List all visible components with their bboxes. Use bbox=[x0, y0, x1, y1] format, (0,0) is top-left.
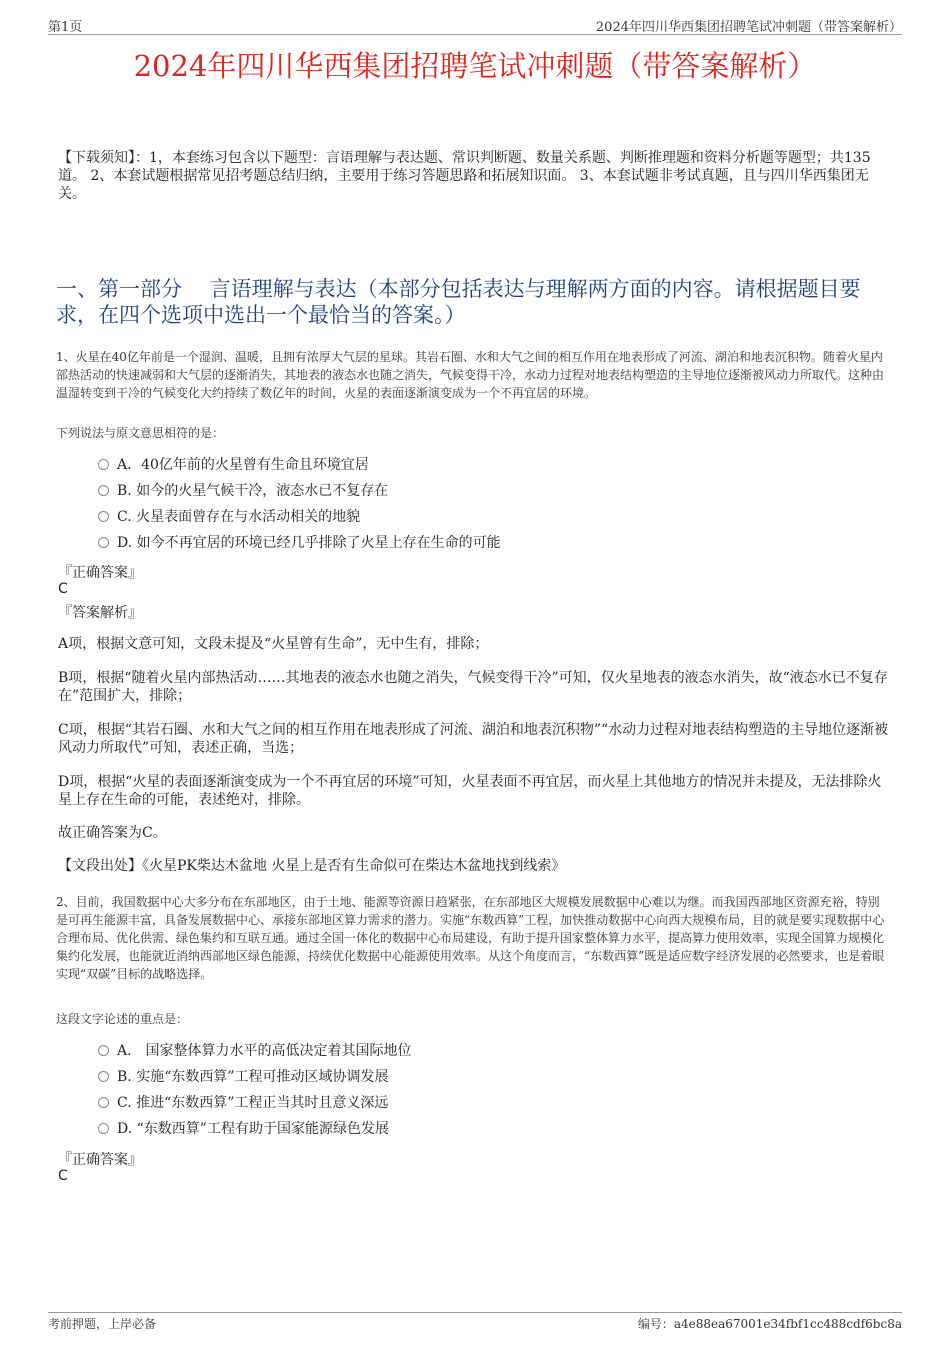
q1-prompt: 下列说法与原文意思相符的是： bbox=[56, 426, 225, 440]
download-notice: 【下载须知】：1，本套练习包含以下题型：言语理解与表达题、常识判断题、数量关系题、判断推理题和资料分析题等题型；共135道。 2、本套试题根据常见招考题总结归纳，主要用于练习答题思路和拓展知识面。 3、本套试题非考试真题，且与四川华西集团无关。 bbox=[58, 150, 871, 202]
q2-prompt: 这段文字论述的重点是： bbox=[56, 1012, 189, 1026]
q1-analysis-d: D项，根据“火星的表面逐渐演变成为一个不再宜居的环境”可知，火星表面不再宜居，而火星上其他地方的情况并未提及，无法排除火星上存在生命的可能，表述绝对，排除。 bbox=[58, 774, 882, 808]
section-heading: 一、第一部分 言语理解与表达（本部分包括表达与理解两方面的内容。请根据题目要求，在四个选项中选出一个最恰当的答案。） bbox=[56, 277, 861, 327]
radio-icon[interactable] bbox=[98, 485, 109, 496]
radio-icon[interactable] bbox=[98, 511, 109, 522]
q2-passage: 2、目前，我国数据中心大多分布在东部地区，由于土地、能源等资源日趋紧张，在东部地区大规模发展数据中心难以为继。而我国西部地区资源充裕，特别是可再生能源丰富，具备发展数据中心、承接东部地区算力需求的潜力。实施“东数西算”工程，加快推动数据中心向西大规模布局，目的就是要实现数据中心合理布局、优化供需、绿色集约和互联互通。通过全国一体化的数据中心布局建设，有助于提升国家整体算力水平，提高算力使用效率，实现全国算力规模化集约化发展，也能就近消纳西部地区绿色能源，持续优化数据中心能源使用效率。从这个角度而言，“东数西算”既是适应数字经济发展的必然要求，也是着眼实现“双碳”目标的战略选择。 bbox=[56, 895, 885, 981]
footer-doc-id: 编号：a4e88ea67001e34fbf1cc488cdf6bc8a bbox=[637, 1317, 902, 1331]
q1-conclusion: 故正确答案为C。 bbox=[58, 825, 167, 841]
q1-option-d[interactable]: D. 如今不再宜居的环境已经几乎排除了火星上存在生命的可能 bbox=[98, 533, 501, 553]
q1-option-b[interactable]: B. 如今的火星气候干冷，液态水已不复存在 bbox=[98, 481, 388, 501]
page-number: 第1页 bbox=[48, 20, 83, 35]
q1-analysis-c: C项，根据“其岩石圈、水和大气之间的相互作用在地表形成了河流、湖泊和地表沉积物”“水动力过程对地表结构塑造的主导地位逐渐被风动力所取代”可知，表述正确，当选； bbox=[58, 722, 889, 756]
radio-icon[interactable] bbox=[98, 1045, 109, 1056]
radio-icon[interactable] bbox=[98, 1071, 109, 1082]
page-title: 2024年四川华西集团招聘笔试冲刺题（带答案解析） bbox=[133, 49, 817, 83]
radio-icon[interactable] bbox=[98, 1123, 109, 1134]
q2-option-c[interactable]: C. 推进“东数西算”工程正当其时且意义深远 bbox=[98, 1093, 388, 1113]
q2-option-b[interactable]: B. 实施“东数西算”工程可推动区域协调发展 bbox=[98, 1067, 389, 1087]
q1-option-a[interactable]: A．40亿年前的火星曾有生命且环境宜居 bbox=[98, 455, 369, 475]
q1-option-c[interactable]: C. 火星表面曾存在与水活动相关的地貌 bbox=[98, 507, 360, 527]
q1-analysis-label: 『答案解析』 bbox=[58, 605, 142, 621]
footer-slogan: 考前押题，上岸必备 bbox=[48, 1317, 157, 1331]
q1-passage: 1、火星在40亿年前是一个湿润、温暖，且拥有浓厚大气层的星球。其岩石圈、水和大气之间的相互作用在地表形成了河流、湖泊和地表沉积物。随着火星内部热活动的快速减弱和大气层的逐渐消失，其地表的液态水也随之消失，气候变得干冷，水动力过程对地表结构塑造的主导地位逐渐被风动力所取代。这种由温湿转变到干冷的气候变化大约持续了数亿年的时间，火星的表面逐渐演变成为一个不再宜居的环境。 bbox=[56, 350, 885, 400]
q2-answer-label: 『正确答案』 bbox=[58, 1152, 142, 1168]
q2-option-a[interactable]: A． 国家整体算力水平的高低决定着其国际地位 bbox=[98, 1041, 412, 1061]
q1-answer: C bbox=[58, 581, 68, 597]
q2-option-d[interactable]: D. “东数西算”工程有助于国家能源绿色发展 bbox=[98, 1119, 389, 1139]
header-doc-title: 2024年四川华西集团招聘笔试冲刺题（带答案解析） bbox=[595, 20, 902, 35]
q1-source: 【文段出处】《火星PK柴达木盆地 火星上是否有生命似可在柴达木盆地找到线索》 bbox=[58, 858, 566, 874]
page-header bbox=[48, 14, 902, 35]
page-footer bbox=[48, 1312, 902, 1333]
radio-icon[interactable] bbox=[98, 537, 109, 548]
q1-analysis-a: A项，根据文意可知，文段未提及“火星曾有生命”，无中生有，排除； bbox=[58, 636, 489, 652]
q1-analysis-b: B项，根据“随着火星内部热活动……其地表的液态水也随之消失，气候变得干冷”可知，仅火星地表的液态水消失，故“液态水已不复存在”范围扩大，排除； bbox=[58, 670, 888, 704]
q2-answer: C bbox=[58, 1168, 68, 1184]
radio-icon[interactable] bbox=[98, 1097, 109, 1108]
radio-icon[interactable] bbox=[98, 459, 109, 470]
q1-answer-label: 『正确答案』 bbox=[58, 565, 142, 581]
